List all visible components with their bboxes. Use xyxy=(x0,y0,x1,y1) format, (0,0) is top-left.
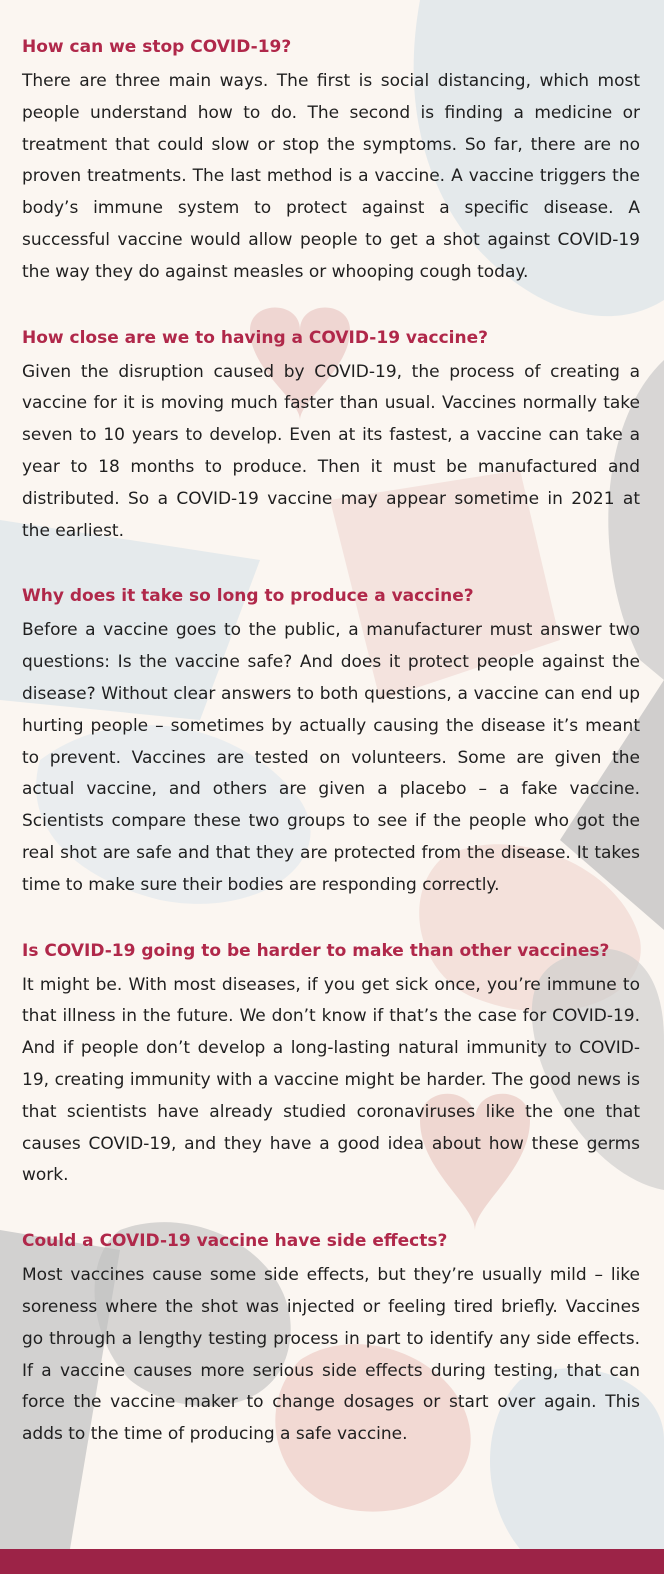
footer-bar xyxy=(0,1549,664,1574)
article-content xyxy=(22,36,640,1489)
section-body: It might be. With most diseases, if you get sick once, you’re immune to that illness in the future. We don’t know if that’s the case for COVID-19. And if people don’t develop a long-lasting natural immunity to COVID-19, creating immunity with a vaccine might be harder. The good news is that scientists have already studied coronaviruses like the one that causes COVID-19, and they have a good idea about how these germs work. xyxy=(22,974,640,1186)
section-body: Most vaccines cause some side effects, but they’re usually mild – like soreness where the shot was injected or feeling tired briefly. Vaccines go through a lengthy testing process in part to identify any side effects. If a vaccine causes more serious side effects during testing, that can force the vaccine maker to change dosages or start over again. This adds to the time of producing a safe vaccine. xyxy=(22,1265,640,1445)
section-body: Given the disruption caused by COVID-19, the process of creating a vaccine for it is moving much faster than usual. Vaccines normally take seven to 10 years to develop. Even at its fastest, a vaccine can take a year to 18 months to produce. Then it must be manufactured and distributed. So a COVID-19 vaccine may appear sometime in 2021 at the earliest. xyxy=(22,361,640,541)
section-heading: Is COVID-19 going to be harder to make than other vaccines? xyxy=(22,940,610,961)
section-heading: How can we stop COVID-19? xyxy=(22,37,292,57)
section-heading: Why does it take so long to produce a vaccine? xyxy=(22,586,474,607)
section-stop-covid xyxy=(22,36,640,289)
section-why-long xyxy=(22,585,640,901)
section-body: There are three main ways. The first is social distancing, which most people understand how to do. The second is finding a medicine or treatment that could slow or stop the symptoms. So far, there are no proven treatments. The last method is a vaccine. A vaccine triggers the body’s immune system to protect against a specific disease. A successful vaccine would allow people to get a shot against COVID-19 the way they do against measles or whooping cough today. xyxy=(22,71,640,282)
section-body: Before a vaccine goes to the public, a manufacturer must answer two questions: Is the vaccine safe? And does it protect people against the disease? Without clear answers to both questions, a vaccine can end up hurting people – sometimes by actually causing the disease it’s meant to prevent. Vaccines are tested on volunteers. Some are given the actual vaccine, and others are given a placebo – a fake vaccine. Scientists compare these two groups to see if the people who got the real shot are safe and that they are protected from the disease. It takes time to make sure their bodies are responding correctly. xyxy=(22,620,640,895)
section-side-effects xyxy=(22,1230,640,1451)
section-heading: How close are we to having a COVID-19 vaccine? xyxy=(22,327,488,348)
section-how-close xyxy=(22,327,640,548)
section-heading: Could a COVID-19 vaccine have side effects? xyxy=(22,1231,448,1252)
section-harder xyxy=(22,940,640,1193)
